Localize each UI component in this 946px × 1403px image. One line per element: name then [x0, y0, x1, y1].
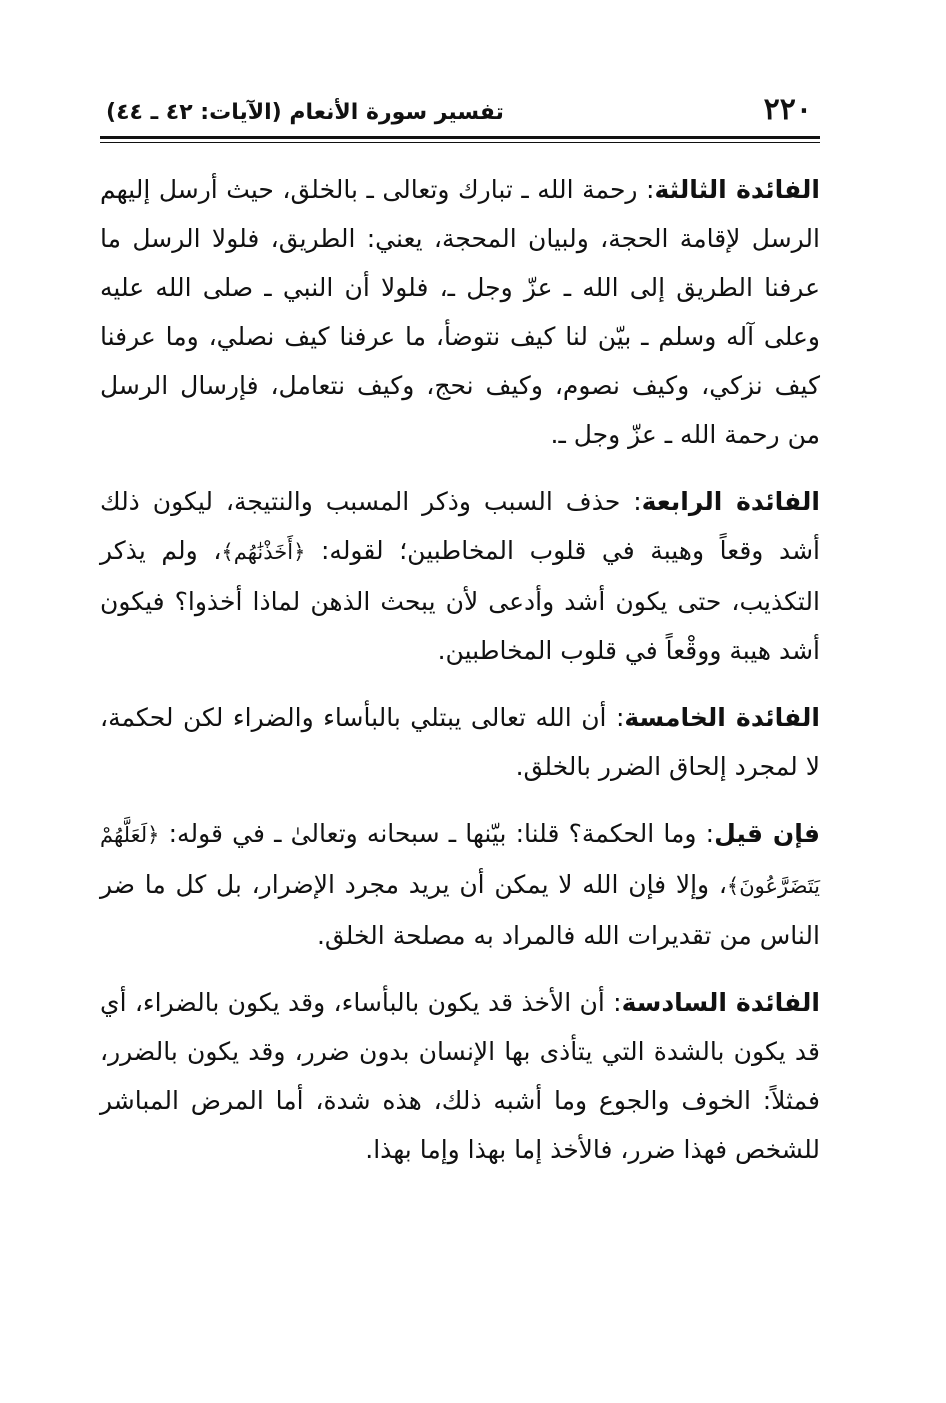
paragraph-text: ، ولم يذكر التكذيب، حتى يكون أشد وأدعى لأن يبحث الذهن لماذا أخذوا؟ فيكون أشد هيبة ووقْعاً في قلوب المخاطبين. — [100, 536, 820, 665]
paragraph-text: : أن الأخذ قد يكون بالبأساء، وقد يكون بالضراء، أي قد يكون بالشدة التي يتأذى بها الإنسان بدون ضرر، وقد يكون بالضرر، فمثلاً: الخوف والجوع وما أشبه ذلك، هذه شدة، أما المرض المباشر للشخص فهذا ضرر، فالأخذ إما بهذا وإما بهذا. — [100, 988, 820, 1164]
quran-quote: ﴿لَعَلَّهُمْ يَتَضَرَّعُونَ﴾ — [100, 823, 820, 898]
book-page — [100, 90, 820, 1192]
paragraph-text: : وما الحكمة؟ قلنا: بيّنها ـ سبحانه وتعالىٰ ـ في قوله: — [159, 819, 715, 848]
paragraph-lead: الفائدة الثالثة — [654, 175, 820, 204]
page-number: ٢٢٠ — [763, 92, 812, 127]
paragraph-text: : حذف السبب وذكر المسبب والنتيجة، ليكون ذلك أشد وقعاً وهيبة في قلوب المخاطبين؛ لقوله: — [100, 487, 820, 565]
paragraph-lead: الفائدة الرابعة — [641, 487, 820, 516]
header-rule-thin — [100, 142, 820, 143]
page-content — [100, 165, 820, 1174]
running-title: تفسير سورة الأنعام (الآيات: ٤٢ ـ ٤٤) — [106, 100, 504, 125]
paragraph-question — [100, 809, 820, 960]
paragraph-text: : رحمة الله ـ تبارك وتعالى ـ بالخلق، حيث أرسل إليهم الرسل لإقامة الحجة، ولبيان المحجة، يعني: الطريق، فلولا الرسل ما عرفنا الطريق إلى الله ـ عزّ وجل ـ، فلولا أن النبي ـ صلى الله عليه وعلى آله وسلم ـ بيّن لنا كيف نتوضأ، ما عرفنا كيف نصلي، وما عرفنا كيف نزكي، وكيف نصوم، وكيف نحج، وكيف نتعامل، فإرسال الرسل من رحمة الله ـ عزّ وجل ـ. — [100, 175, 820, 449]
paragraph-fourth-benefit — [100, 477, 820, 675]
page-header — [100, 90, 820, 136]
paragraph-third-benefit — [100, 165, 820, 459]
paragraph-sixth-benefit — [100, 978, 820, 1174]
paragraph-fifth-benefit — [100, 693, 820, 791]
paragraph-lead: الفائدة الخامسة — [624, 703, 820, 732]
quran-quote: ﴿أَخَذْنَٰهُم﴾ — [221, 540, 306, 564]
paragraph-text: : أن الله تعالى يبتلي بالبأساء والضراء لكن لحكمة، لا لمجرد إلحاق الضرر بالخلق. — [100, 703, 820, 781]
header-rule-thick — [100, 136, 820, 139]
paragraph-text: ، وإلا فإن الله لا يمكن أن يريد مجرد الإضرار، بل كل ما ضر الناس من تقديرات الله فالمراد به مصلحة الخلق. — [100, 870, 820, 950]
paragraph-lead: فإن قيل — [714, 819, 820, 848]
paragraph-lead: الفائدة السادسة — [621, 988, 820, 1017]
